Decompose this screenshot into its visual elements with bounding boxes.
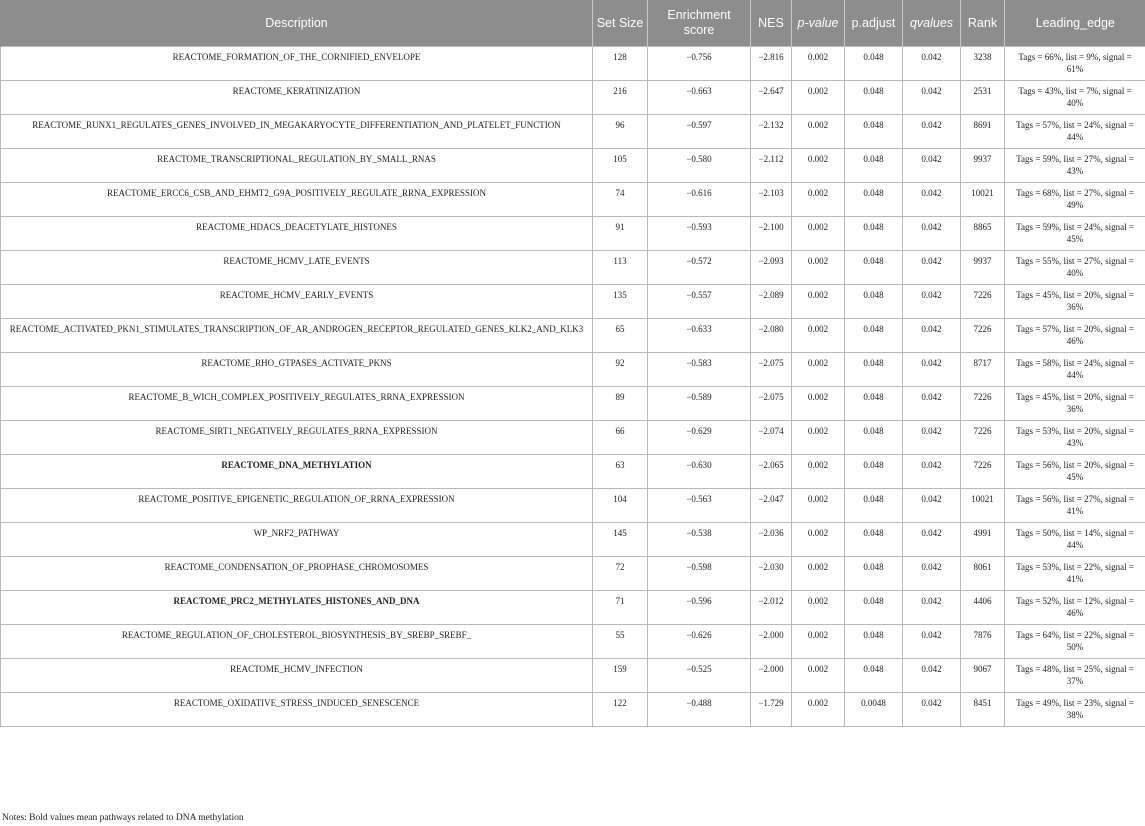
cell-leading-edge: Tags = 45%, list = 20%, signal = 36%: [1005, 285, 1145, 319]
cell-enrichment-score: −0.598: [648, 557, 751, 591]
cell-set-size: 92: [593, 353, 648, 387]
cell-leading-edge: Tags = 56%, list = 20%, signal = 45%: [1005, 455, 1145, 489]
table-body: [1, 47, 1145, 727]
cell-leading-edge: Tags = 53%, list = 22%, signal = 41%: [1005, 557, 1145, 591]
cell-rank: 7876: [961, 625, 1005, 659]
cell-pvalue: 0.002: [792, 693, 845, 727]
table-row: [1, 115, 1145, 149]
cell-leading-edge: Tags = 45%, list = 20%, signal = 36%: [1005, 387, 1145, 421]
cell-pvalue: 0.002: [792, 149, 845, 183]
cell-qvalues: 0.042: [903, 387, 961, 421]
cell-padjust: 0.048: [845, 285, 903, 319]
cell-description: REACTOME_B_WICH_COMPLEX_POSITIVELY_REGULATES_RRNA_EXPRESSION: [1, 387, 593, 421]
cell-rank: 8865: [961, 217, 1005, 251]
cell-description: REACTOME_ACTIVATED_PKN1_STIMULATES_TRANSCRIPTION_OF_AR_ANDROGEN_RECEPTOR_REGULATED_GENES_KLK2_AND_KLK3: [1, 319, 593, 353]
cell-pvalue: 0.002: [792, 489, 845, 523]
table-row: [1, 625, 1145, 659]
cell-pvalue: 0.002: [792, 557, 845, 591]
header-nes: NES: [751, 0, 792, 47]
cell-nes: −2.112: [751, 149, 792, 183]
cell-leading-edge: Tags = 50%, list = 14%, signal = 44%: [1005, 523, 1145, 557]
cell-description: REACTOME_SIRT1_NEGATIVELY_REGULATES_RRNA_EXPRESSION: [1, 421, 593, 455]
cell-description: REACTOME_ERCC6_CSB_AND_EHMT2_G9A_POSITIVELY_REGULATE_RRNA_EXPRESSION: [1, 183, 593, 217]
cell-pvalue: 0.002: [792, 217, 845, 251]
cell-set-size: 55: [593, 625, 648, 659]
cell-qvalues: 0.042: [903, 115, 961, 149]
cell-leading-edge: Tags = 58%, list = 24%, signal = 44%: [1005, 353, 1145, 387]
cell-rank: 8451: [961, 693, 1005, 727]
cell-nes: −2.030: [751, 557, 792, 591]
cell-pvalue: 0.002: [792, 455, 845, 489]
cell-padjust: 0.048: [845, 625, 903, 659]
cell-rank: 9937: [961, 251, 1005, 285]
cell-padjust: 0.048: [845, 421, 903, 455]
cell-nes: −2.132: [751, 115, 792, 149]
cell-leading-edge: Tags = 66%, list = 9%, signal = 61%: [1005, 47, 1145, 81]
table-row: [1, 47, 1145, 81]
cell-set-size: 113: [593, 251, 648, 285]
cell-qvalues: 0.042: [903, 47, 961, 81]
cell-nes: −2.647: [751, 81, 792, 115]
cell-leading-edge: Tags = 48%, list = 25%, signal = 37%: [1005, 659, 1145, 693]
table-row: [1, 455, 1145, 489]
cell-rank: 8061: [961, 557, 1005, 591]
cell-nes: −2.036: [751, 523, 792, 557]
cell-padjust: 0.048: [845, 659, 903, 693]
cell-pvalue: 0.002: [792, 523, 845, 557]
cell-leading-edge: Tags = 52%, list = 12%, signal = 46%: [1005, 591, 1145, 625]
cell-padjust: 0.048: [845, 557, 903, 591]
cell-rank: 4406: [961, 591, 1005, 625]
cell-pvalue: 0.002: [792, 285, 845, 319]
cell-qvalues: 0.042: [903, 285, 961, 319]
cell-set-size: 216: [593, 81, 648, 115]
cell-enrichment-score: −0.525: [648, 659, 751, 693]
cell-nes: −2.089: [751, 285, 792, 319]
table-note: Notes: Bold values mean pathways related to DNA methylation: [2, 813, 244, 823]
cell-leading-edge: Tags = 57%, list = 20%, signal = 46%: [1005, 319, 1145, 353]
header-row: [1, 0, 1145, 47]
cell-enrichment-score: −0.633: [648, 319, 751, 353]
cell-set-size: 159: [593, 659, 648, 693]
cell-rank: 7226: [961, 455, 1005, 489]
cell-nes: −2.047: [751, 489, 792, 523]
cell-leading-edge: Tags = 64%, list = 22%, signal = 50%: [1005, 625, 1145, 659]
cell-padjust: 0.048: [845, 183, 903, 217]
cell-nes: −2.103: [751, 183, 792, 217]
cell-nes: −1.729: [751, 693, 792, 727]
table-row: [1, 319, 1145, 353]
cell-set-size: 66: [593, 421, 648, 455]
cell-padjust: 0.048: [845, 455, 903, 489]
cell-leading-edge: Tags = 56%, list = 27%, signal = 41%: [1005, 489, 1145, 523]
table-row: [1, 285, 1145, 319]
cell-description: REACTOME_KERATINIZATION: [1, 81, 593, 115]
cell-padjust: 0.048: [845, 523, 903, 557]
table-row: [1, 251, 1145, 285]
cell-padjust: 0.048: [845, 47, 903, 81]
cell-enrichment-score: −0.593: [648, 217, 751, 251]
cell-set-size: 74: [593, 183, 648, 217]
table-row: [1, 217, 1145, 251]
cell-enrichment-score: −0.538: [648, 523, 751, 557]
table-row: [1, 421, 1145, 455]
cell-padjust: 0.048: [845, 217, 903, 251]
header-description: Description: [1, 0, 593, 47]
cell-qvalues: 0.042: [903, 489, 961, 523]
cell-pvalue: 0.002: [792, 115, 845, 149]
cell-enrichment-score: −0.572: [648, 251, 751, 285]
cell-qvalues: 0.042: [903, 455, 961, 489]
cell-qvalues: 0.042: [903, 625, 961, 659]
cell-set-size: 63: [593, 455, 648, 489]
cell-nes: −2.012: [751, 591, 792, 625]
cell-enrichment-score: −0.630: [648, 455, 751, 489]
cell-qvalues: 0.042: [903, 591, 961, 625]
cell-enrichment-score: −0.597: [648, 115, 751, 149]
table-row: [1, 81, 1145, 115]
cell-set-size: 91: [593, 217, 648, 251]
header-set-size: Set Size: [593, 0, 648, 47]
cell-enrichment-score: −0.580: [648, 149, 751, 183]
table-row: [1, 659, 1145, 693]
cell-leading-edge: Tags = 68%, list = 27%, signal = 49%: [1005, 183, 1145, 217]
cell-description: REACTOME_OXIDATIVE_STRESS_INDUCED_SENESCENCE: [1, 693, 593, 727]
cell-rank: 3238: [961, 47, 1005, 81]
cell-qvalues: 0.042: [903, 149, 961, 183]
cell-pvalue: 0.002: [792, 421, 845, 455]
cell-qvalues: 0.042: [903, 251, 961, 285]
cell-pvalue: 0.002: [792, 659, 845, 693]
header-enrichment-score: Enrichment score: [648, 0, 751, 47]
cell-pvalue: 0.002: [792, 81, 845, 115]
cell-pvalue: 0.002: [792, 591, 845, 625]
cell-pvalue: 0.002: [792, 251, 845, 285]
cell-rank: 7226: [961, 319, 1005, 353]
cell-enrichment-score: −0.596: [648, 591, 751, 625]
cell-nes: −2.075: [751, 387, 792, 421]
cell-padjust: 0.048: [845, 81, 903, 115]
cell-set-size: 135: [593, 285, 648, 319]
table-row: [1, 183, 1145, 217]
cell-nes: −2.093: [751, 251, 792, 285]
cell-leading-edge: Tags = 53%, list = 20%, signal = 43%: [1005, 421, 1145, 455]
table-row: [1, 523, 1145, 557]
cell-qvalues: 0.042: [903, 693, 961, 727]
cell-qvalues: 0.042: [903, 659, 961, 693]
table-row: [1, 149, 1145, 183]
cell-description: REACTOME_CONDENSATION_OF_PROPHASE_CHROMOSOMES: [1, 557, 593, 591]
cell-enrichment-score: −0.557: [648, 285, 751, 319]
header-pvalue: p-value: [792, 0, 845, 47]
cell-pvalue: 0.002: [792, 319, 845, 353]
header-leading-edge: Leading_edge: [1005, 0, 1145, 47]
cell-rank: 8691: [961, 115, 1005, 149]
table-row: [1, 489, 1145, 523]
cell-leading-edge: Tags = 59%, list = 24%, signal = 45%: [1005, 217, 1145, 251]
cell-enrichment-score: −0.563: [648, 489, 751, 523]
cell-set-size: 104: [593, 489, 648, 523]
cell-pvalue: 0.002: [792, 183, 845, 217]
cell-description: REACTOME_HCMV_INFECTION: [1, 659, 593, 693]
cell-qvalues: 0.042: [903, 353, 961, 387]
cell-description: REACTOME_REGULATION_OF_CHOLESTEROL_BIOSYNTHESIS_BY_SREBP_SREBF_: [1, 625, 593, 659]
cell-set-size: 128: [593, 47, 648, 81]
cell-padjust: 0.048: [845, 115, 903, 149]
cell-leading-edge: Tags = 43%, list = 7%, signal = 40%: [1005, 81, 1145, 115]
cell-qvalues: 0.042: [903, 183, 961, 217]
cell-description: REACTOME_HCMV_LATE_EVENTS: [1, 251, 593, 285]
cell-enrichment-score: −0.663: [648, 81, 751, 115]
table-row: [1, 387, 1145, 421]
cell-enrichment-score: −0.756: [648, 47, 751, 81]
cell-description: REACTOME_HCMV_EARLY_EVENTS: [1, 285, 593, 319]
cell-qvalues: 0.042: [903, 421, 961, 455]
cell-rank: 7226: [961, 421, 1005, 455]
cell-padjust: 0.048: [845, 353, 903, 387]
cell-nes: −2.065: [751, 455, 792, 489]
cell-set-size: 96: [593, 115, 648, 149]
cell-padjust: 0.048: [845, 387, 903, 421]
table-row: [1, 557, 1145, 591]
cell-description: REACTOME_DNA_METHYLATION: [1, 455, 593, 489]
cell-rank: 10021: [961, 489, 1005, 523]
cell-description: REACTOME_FORMATION_OF_THE_CORNIFIED_ENVELOPE: [1, 47, 593, 81]
cell-padjust: 0.048: [845, 489, 903, 523]
header-qvalues: qvalues: [903, 0, 961, 47]
cell-nes: −2.075: [751, 353, 792, 387]
cell-set-size: 71: [593, 591, 648, 625]
cell-padjust: 0.048: [845, 591, 903, 625]
cell-enrichment-score: −0.626: [648, 625, 751, 659]
cell-description: REACTOME_RHO_GTPASES_ACTIVATE_PKNS: [1, 353, 593, 387]
cell-rank: 4991: [961, 523, 1005, 557]
cell-set-size: 145: [593, 523, 648, 557]
header-padjust: p.adjust: [845, 0, 903, 47]
cell-rank: 9067: [961, 659, 1005, 693]
cell-description: REACTOME_POSITIVE_EPIGENETIC_REGULATION_OF_RRNA_EXPRESSION: [1, 489, 593, 523]
cell-leading-edge: Tags = 55%, list = 27%, signal = 40%: [1005, 251, 1145, 285]
cell-qvalues: 0.042: [903, 217, 961, 251]
cell-padjust: 0.0048: [845, 693, 903, 727]
cell-description: REACTOME_PRC2_METHYLATES_HISTONES_AND_DNA: [1, 591, 593, 625]
cell-enrichment-score: −0.616: [648, 183, 751, 217]
cell-qvalues: 0.042: [903, 81, 961, 115]
cell-pvalue: 0.002: [792, 353, 845, 387]
cell-padjust: 0.048: [845, 319, 903, 353]
cell-description: REACTOME_TRANSCRIPTIONAL_REGULATION_BY_SMALL_RNAS: [1, 149, 593, 183]
cell-nes: −2.816: [751, 47, 792, 81]
cell-nes: −2.074: [751, 421, 792, 455]
cell-description: REACTOME_RUNX1_REGULATES_GENES_INVOLVED_IN_MEGAKARYOCYTE_DIFFERENTIATION_AND_PLATELET_FUNCTION: [1, 115, 593, 149]
cell-description: WP_NRF2_PATHWAY: [1, 523, 593, 557]
cell-nes: −2.000: [751, 659, 792, 693]
cell-nes: −2.000: [751, 625, 792, 659]
cell-rank: 7226: [961, 285, 1005, 319]
cell-padjust: 0.048: [845, 251, 903, 285]
cell-pvalue: 0.002: [792, 47, 845, 81]
cell-leading-edge: Tags = 49%, list = 23%, signal = 38%: [1005, 693, 1145, 727]
cell-pvalue: 0.002: [792, 625, 845, 659]
table-row: [1, 353, 1145, 387]
cell-nes: −2.080: [751, 319, 792, 353]
cell-set-size: 65: [593, 319, 648, 353]
cell-description: REACTOME_HDACS_DEACETYLATE_HISTONES: [1, 217, 593, 251]
cell-rank: 7226: [961, 387, 1005, 421]
table-row: [1, 693, 1145, 727]
cell-leading-edge: Tags = 59%, list = 27%, signal = 43%: [1005, 149, 1145, 183]
cell-rank: 9937: [961, 149, 1005, 183]
cell-set-size: 89: [593, 387, 648, 421]
cell-pvalue: 0.002: [792, 387, 845, 421]
cell-rank: 10021: [961, 183, 1005, 217]
cell-leading-edge: Tags = 57%, list = 24%, signal = 44%: [1005, 115, 1145, 149]
cell-qvalues: 0.042: [903, 319, 961, 353]
cell-qvalues: 0.042: [903, 523, 961, 557]
table-header: [1, 0, 1145, 47]
cell-enrichment-score: −0.629: [648, 421, 751, 455]
cell-enrichment-score: −0.488: [648, 693, 751, 727]
cell-enrichment-score: −0.589: [648, 387, 751, 421]
table-row: [1, 591, 1145, 625]
cell-set-size: 105: [593, 149, 648, 183]
cell-set-size: 72: [593, 557, 648, 591]
cell-enrichment-score: −0.583: [648, 353, 751, 387]
cell-padjust: 0.048: [845, 149, 903, 183]
header-rank: Rank: [961, 0, 1005, 47]
cell-rank: 2531: [961, 81, 1005, 115]
cell-set-size: 122: [593, 693, 648, 727]
cell-nes: −2.100: [751, 217, 792, 251]
cell-rank: 8717: [961, 353, 1005, 387]
cell-qvalues: 0.042: [903, 557, 961, 591]
